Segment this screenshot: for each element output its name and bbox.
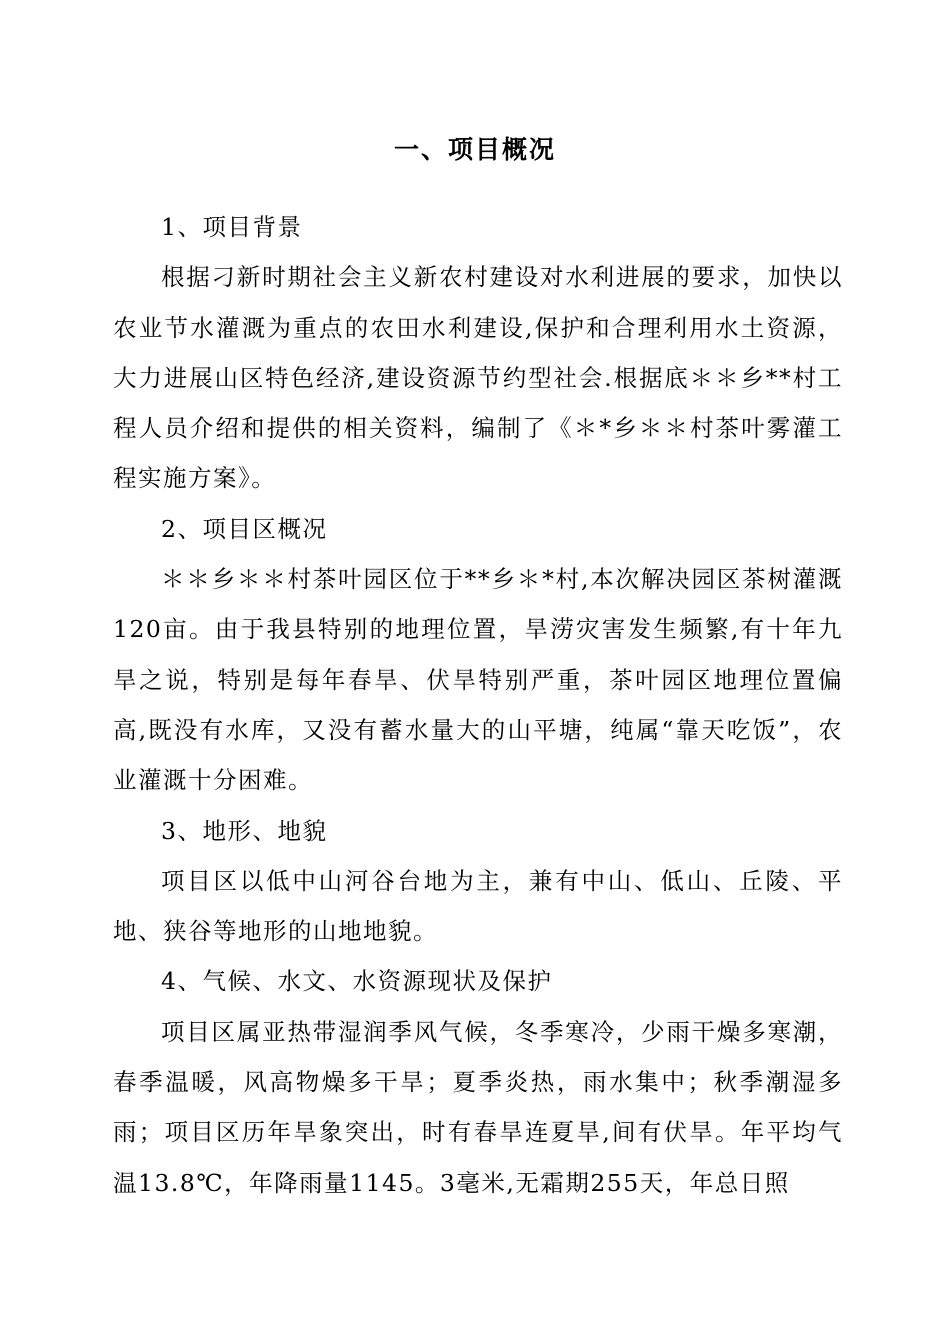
section-heading-climate: 4、气候、水文、水资源现状及保护 bbox=[161, 967, 553, 996]
document-title: 一、项目概况 bbox=[393, 135, 556, 164]
section-heading-area-overview: 2、项目区概况 bbox=[161, 514, 328, 543]
section-paragraph-climate: 项目区属亚热带湿润季风气候，冬季寒冷，少雨干燥多寒潮，春季温暖，风高物燥多干旱；夏季炎热，雨水集中；秋季潮湿多雨；项目区历年旱象突出，时有春旱连夏旱,间有伏旱。年平均气温13.8℃，年降雨量1145。3毫米,无霜期255天，年总日照 bbox=[113, 1017, 843, 1197]
section-heading-background: 1、项目背景 bbox=[161, 213, 303, 241]
section-paragraph-background: 根据刁新时期社会主义新农村建设对水利进展的要求，加快以农业节水灌溉为重点的农田水利建设,保护和合理利用水土资源，大力进展山区特色经济,建设资源节约型社会.根据底＊＊乡**村工程人员介绍和提供的相关资料，编制了《＊*乡＊＊村茶叶雾灌工程实施方案》。 bbox=[113, 263, 843, 493]
section-heading-terrain: 3、地形、地貌 bbox=[161, 816, 328, 845]
section-paragraph-area-overview: ＊＊乡＊＊村茶叶园区位于**乡＊*村,本次解决园区茶树灌溉120亩。由于我县特别的地理位置，旱涝灾害发生频繁,有十年九旱之说，特别是每年春旱、伏旱特别严重，茶叶园区地理位置偏高,既没有水库，又没有蓄水量大的山平塘，纯属“靠天吃饭”，农业灌溉十分困难。 bbox=[113, 565, 843, 795]
section-paragraph-terrain: 项目区以低中山河谷台地为主，兼有中山、低山、丘陵、平地、狭谷等地形的山地地貌。 bbox=[113, 866, 843, 946]
document-body bbox=[113, 202, 843, 1208]
